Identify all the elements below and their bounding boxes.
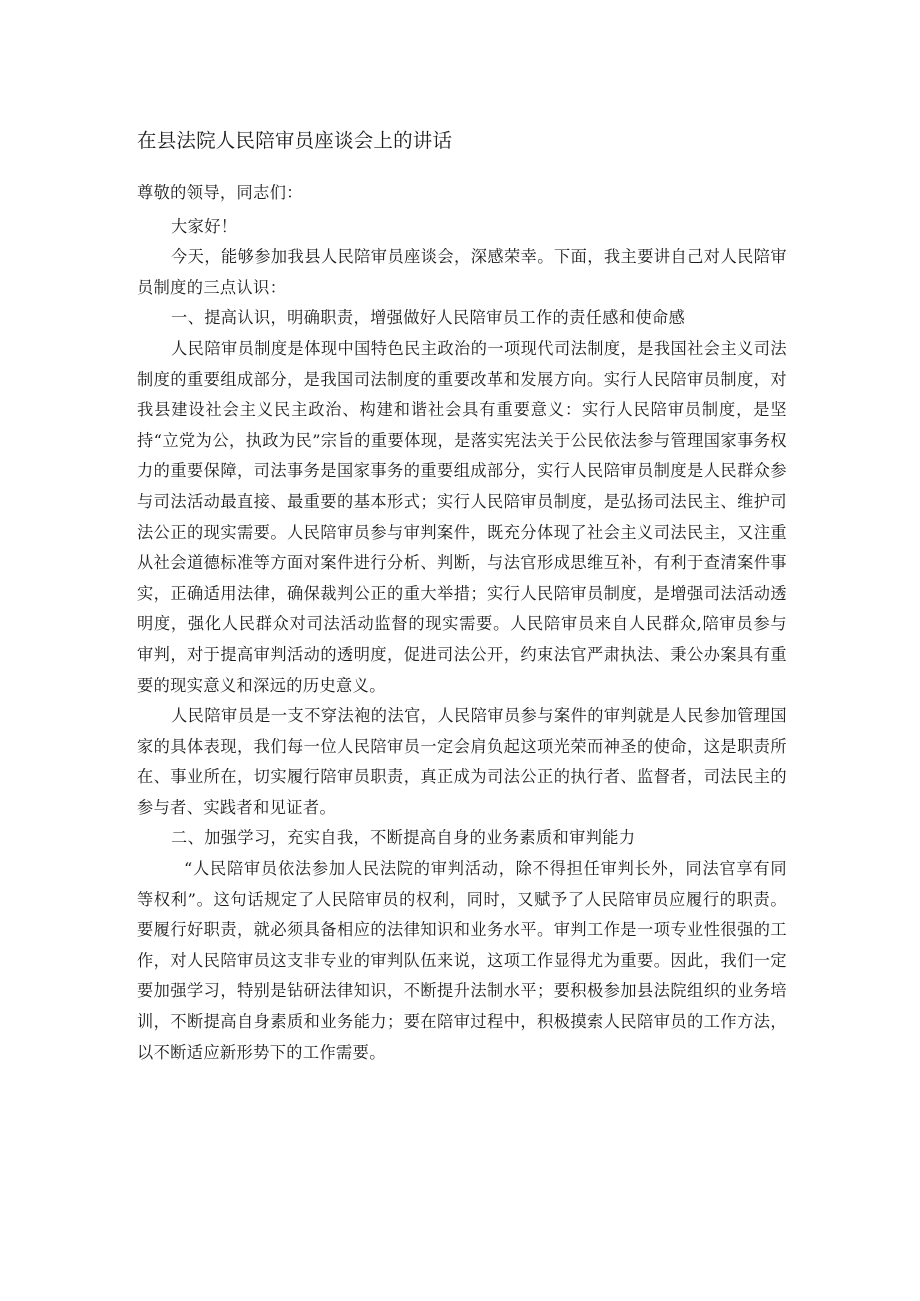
section-heading-1: 一、提高认识，明确职责，增强做好人民陪审员工作的责任感和使命感 [171, 308, 686, 328]
document-body [137, 126, 787, 1068]
paragraph-system-significance: 人民陪审员制度是体现中国特色民主政治的一项现代司法制度，是我国社会主义司法制度的重要组成部分，是我国司法制度的重要改革和发展方向。实行人民陪审员制度，对我县建设社会主义民主政治、构建和谐社会具有重要意义：实行人民陪审员制度，是坚持“立党为公，执政为民”宗旨的重要体现，是落实宪法关于公民依法参与管理国家事务权力的重要保障，司法事务是国家事务的重要组成部分，实行人民陪审员制度是人民群众参与司法活动最直接、最重要的基本形式；实行人民陪审员制度，是弘扬司法民主、维护司法公正的现实需要。人民陪审员参与审判案件，既充分体现了社会主义司法民主，又注重从社会道德标准等方面对案件进行分析、判断，与法官形成思维互补，有利于查清案件事实，正确适用法律，确保裁判公正的重大举措；实行人民陪审员制度，是增强司法活动透明度，强化人民群众对司法活动监督的现实需要。人民陪审员来自人民群众,陪审员参与审判，对于提高审判活动的透明度，促进司法公开，约束法官严肃执法、秉公办案具有重要的现实意义和深远的历史意义。 [137, 338, 787, 695]
salutation: 尊敬的领导，同志们： [137, 183, 303, 202]
greeting: 大家好！ [171, 216, 238, 236]
section-heading-2: 二、加强学习，充实自我，不断提高自身的业务素质和审判能力 [171, 828, 636, 848]
document-title: 在县法院人民陪审员座谈会上的讲话 [137, 129, 453, 152]
paragraph-mission: 人民陪审员是一支不穿法袍的法官，人民陪审员参与案件的审判就是人民参加管理国家的具体表现，我们每一位人民陪审员一定会肩负起这项光荣而神圣的使命，这是职责所在、事业所在，切实履行陪审员职责，真正成为司法公正的执行者、监督者，司法民主的参与者、实践者和见证者。 [137, 706, 787, 817]
paragraph-study: “人民陪审员依法参加人民法院的审判活动，除不得担任审判长外，同法官享有同等权利”。这句话规定了人民陪审员的权利，同时，又赋予了人民陪审员应履行的职责。要履行好职责，就必须具备相应的法律知识和业务水平。审判工作是一项专业性很强的工作，对人民陪审员这支非专业的审判队伍来说，这项工作显得尤为重要。因此，我们一定要加强学习，特别是钻研法律知识，不断提升法制水平；要积极参加县法院组织的业务培训，不断提高自身素质和业务能力；要在陪审过程中，积极摸索人民陪审员的工作方法，以不断适应新形势下的工作需要。 [137, 859, 787, 1062]
paragraph-intro: 今天，能够参加我县人民陪审员座谈会，深感荣幸。下面，我主要讲自己对人民陪审员制度的三点认识： [137, 247, 787, 297]
